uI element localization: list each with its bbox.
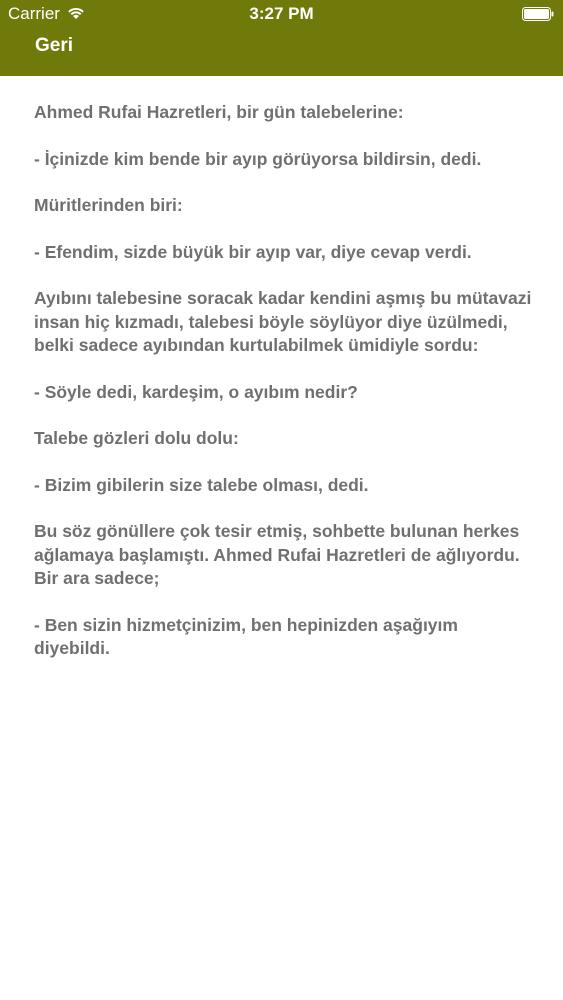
status-time: 3:27 PM <box>249 4 314 23</box>
paragraph: Ayıbını talebesine soracak kadar kendini aşmış bu mütavazi insan hiç kızmadı, talebesi böyle söylüyor diye üzülmedi, belki sadece ayıbından kurtulabilmek ümidiyle sordu: <box>34 288 532 355</box>
status-bar <box>0 0 563 30</box>
paragraph: - Söyle dedi, kardeşim, o ayıbım nedir? <box>34 381 358 402</box>
paragraph: - Ben sizin hizmetçinizim, ben hepinizden aşağıyım diyebildi. <box>34 614 458 658</box>
navigation-bar <box>0 30 563 76</box>
paragraph: - Bizim gibilerin size talebe olması, dedi. <box>34 474 369 495</box>
paragraph: Talebe gözleri dolu dolu: <box>34 428 239 448</box>
paragraph: Bu söz gönüllere çok tesir etmiş, sohbette bulunan herkes ağlamaya başlamıştı. Ahmed Rufai Hazretleri de ağlıyordu. Bir ara sadece; <box>34 521 520 588</box>
back-button[interactable]: Geri <box>35 35 74 56</box>
battery-icon <box>522 7 554 21</box>
paragraph: Müritlerinden biri: <box>34 195 183 215</box>
article-body <box>34 101 534 684</box>
paragraph: - Efendim, sizde büyük bir ayıp var, diye cevap verdi. <box>34 241 472 262</box>
carrier-label: Carrier <box>8 4 60 23</box>
paragraph: - İçinizde kim bende bir ayıp görüyorsa bildirsin, dedi. <box>34 148 482 169</box>
paragraph: Ahmed Rufai Hazretleri, bir gün talebelerine: <box>34 102 404 122</box>
top-bar <box>0 0 563 76</box>
